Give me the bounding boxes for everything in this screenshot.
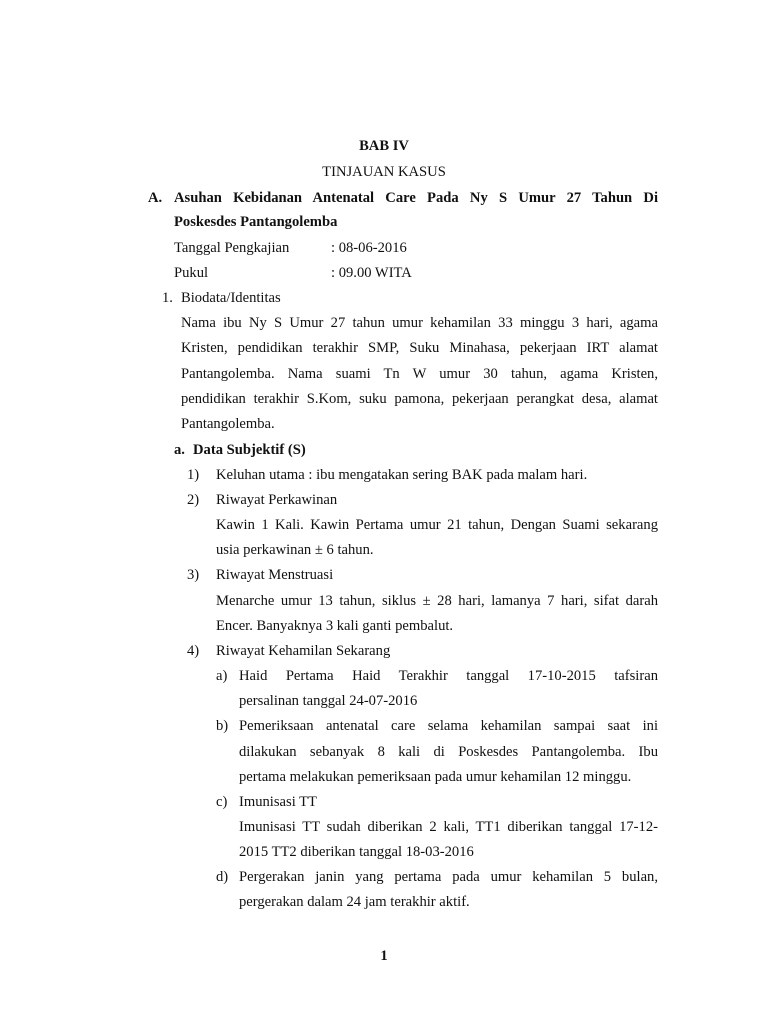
section-a-heading-line2: Poskesdes Pantangolemba [174,214,338,230]
sub-b-line2: dilakukan sebanyak 8 kali di Poskesdes Pantangolemba. Ibu [239,744,658,760]
sub-a-marker: a) [216,668,228,684]
entry-3-title: Riwayat Menstruasi [216,567,334,583]
time-value: : 09.00 WITA [331,265,412,281]
biodata-line: Pantangolemba. Nama suami Tn W umur 30 tahun, agama Kristen, [181,366,658,382]
entry-3-line1: Menarche umur 13 tahun, siklus ± 28 hari, lamanya 7 hari, sifat darah [216,593,658,609]
chapter-label: BAB IV [359,138,409,154]
subsection-a-marker: a. [174,442,185,458]
biodata-line: Kristen, pendidikan terakhir SMP, Suku Minahasa, pekerjaan IRT alamat [181,340,658,356]
chapter-title: TINJAUAN KASUS [322,164,446,180]
date-value: : 08-06-2016 [331,240,407,256]
entry-2-title: Riwayat Perkawinan [216,492,338,508]
time-label: Pukul [174,265,209,281]
sub-d-line2: pergerakan dalam 24 jam terakhir aktif. [239,894,470,910]
sub-c-line2: 2015 TT2 diberikan tanggal 18-03-2016 [239,844,474,860]
sub-c-marker: c) [216,794,228,810]
sub-a-line2: persalinan tanggal 24-07-2016 [239,693,418,709]
biodata-line: pendidikan terakhir S.Kom, suku pamona, pekerjaan perangkat desa, alamat [181,391,658,407]
entry-2-line1: Kawin 1 Kali. Kawin Pertama umur 21 tahun, Dengan Suami sekarang [216,517,658,533]
item1-title: Biodata/Identitas [181,290,281,306]
sub-c-line1: Imunisasi TT sudah diberikan 2 kali, TT1 diberikan tanggal 17-12- [239,819,658,835]
sub-b-marker: b) [216,718,229,734]
entry-2-marker: 2) [187,492,200,508]
subsection-a-title: Data Subjektif (S) [193,442,306,458]
biodata-line: Nama ibu Ny S Umur 27 tahun umur kehamilan 33 minggu 3 hari, agama [181,315,658,331]
item1-marker: 1. [162,290,173,306]
entry-1-marker: 1) [187,467,200,483]
sub-d-marker: d) [216,869,229,885]
sub-c-title: Imunisasi TT [239,794,317,810]
biodata-line: Pantangolemba. [181,416,275,432]
page-number: 1 [380,948,388,964]
section-a-marker: A. [148,190,163,206]
date-label: Tanggal Pengkajian [174,240,290,256]
sub-d-line1: Pergerakan janin yang pertama pada umur kehamilan 5 bulan, [239,869,658,885]
entry-1-text: Keluhan utama : ibu mengatakan sering BAK pada malam hari. [216,467,588,483]
entry-3-line2: Encer. Banyaknya 3 kali ganti pembalut. [216,618,454,634]
sub-b-line3: pertama melakukan pemeriksaan pada umur kehamilan 12 minggu. [239,769,632,785]
entry-4-title: Riwayat Kehamilan Sekarang [216,643,391,659]
entry-3-marker: 3) [187,567,200,583]
entry-2-line2: usia perkawinan ± 6 tahun. [216,542,374,558]
sub-b-line1: Pemeriksaan antenatal care selama kehamilan sampai saat ini [239,718,658,734]
sub-a-line1: Haid Pertama Haid Terakhir tanggal 17-10-2015 tafsiran [239,668,658,684]
section-a-heading-line1: Asuhan Kebidanan Antenatal Care Pada Ny S Umur 27 Tahun Di [174,190,658,206]
entry-4-marker: 4) [187,643,200,659]
